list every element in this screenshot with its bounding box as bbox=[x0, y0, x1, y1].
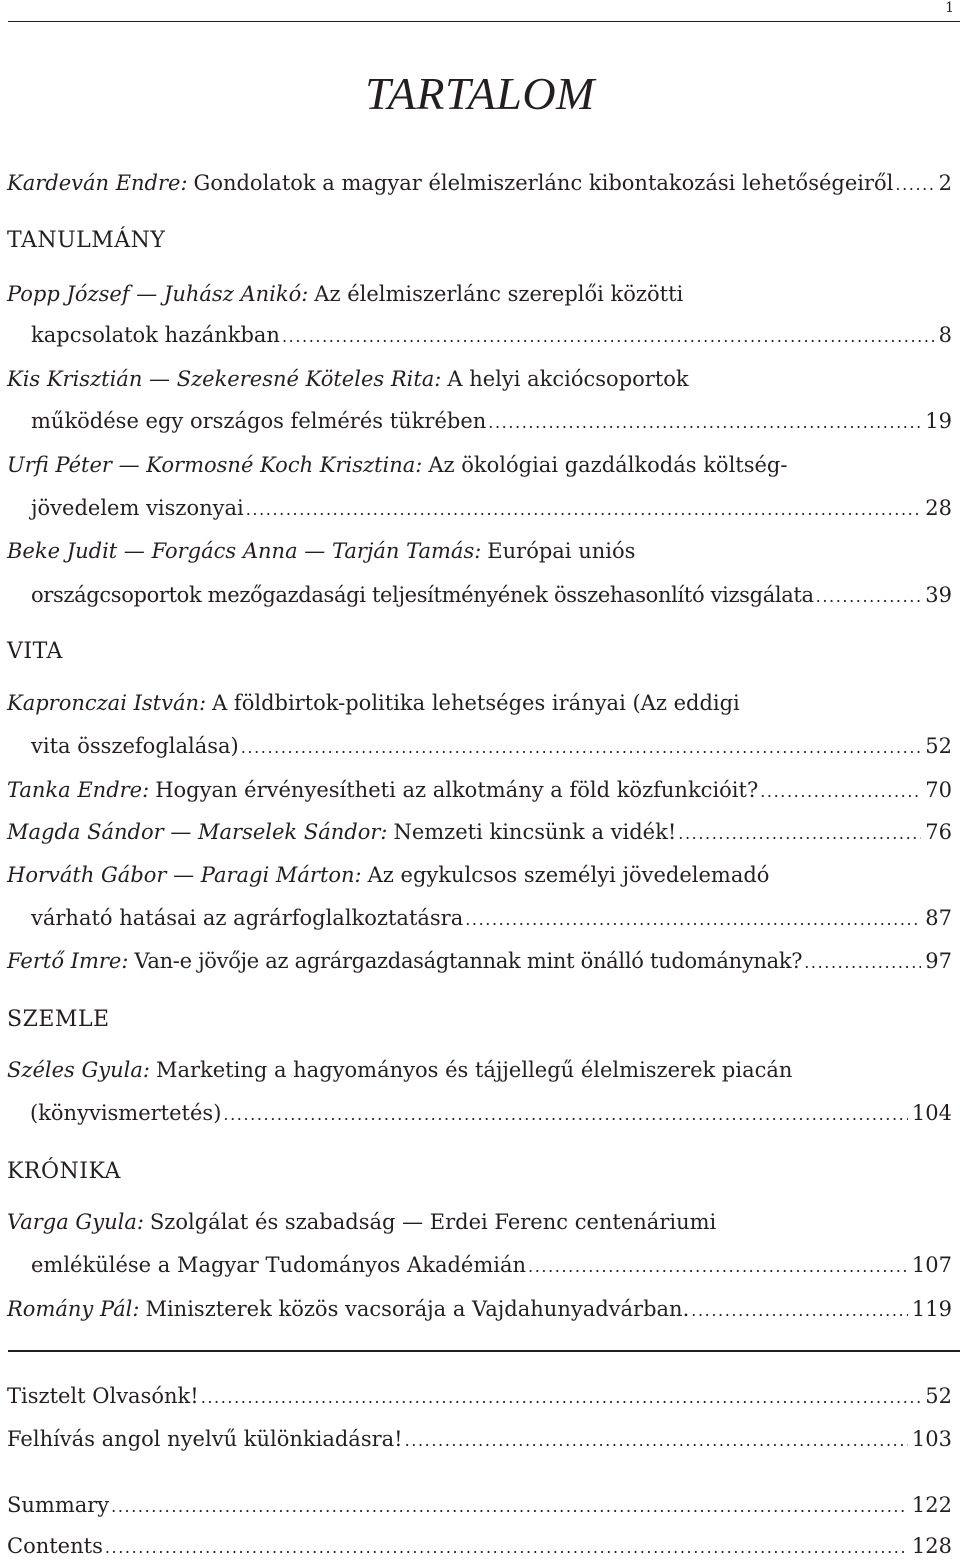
toc-entry[interactable] bbox=[7, 364, 952, 394]
toc-entry-extra[interactable] bbox=[7, 1490, 952, 1522]
entry-title: A helyi akciócsoportok bbox=[447, 367, 689, 391]
toc-entry[interactable] bbox=[7, 688, 952, 718]
toc-entry[interactable] bbox=[7, 946, 952, 978]
entry-title: Felhívás angol nyelvű különkiadásra! bbox=[7, 1427, 403, 1451]
dot-leader bbox=[111, 1492, 908, 1522]
entry-author: Urfi Péter — Kormosné Koch Krisztina: bbox=[7, 453, 423, 477]
entry-author: Kis Krisztián — Szekeresné Köteles Rita: bbox=[7, 367, 442, 391]
section-heading-vita: VITA bbox=[7, 639, 63, 664]
entry-title: Tisztelt Olvasónk! bbox=[7, 1384, 199, 1408]
entry-title: Nemzeti kincsünk a vidék! bbox=[393, 820, 677, 844]
entry-title-continued: emlékülése a Magyar Tudományos Akadémián bbox=[31, 1253, 527, 1277]
page-number: 1 bbox=[945, 0, 954, 16]
toc-entry-continuation[interactable] bbox=[31, 406, 952, 438]
toc-entry[interactable] bbox=[7, 817, 952, 849]
entry-title-continued: (könyvismertetés) bbox=[30, 1101, 222, 1125]
entry-title: Az egykulcsos személyi jövedelemadó bbox=[367, 863, 770, 887]
entry-title-continued: országcsoportok mezőgazdasági teljesítményének összehasonlító vizsgálata bbox=[31, 583, 814, 607]
toc-entry-continuation[interactable] bbox=[7, 1098, 952, 1130]
dot-leader bbox=[246, 495, 922, 525]
toc-entry[interactable] bbox=[7, 1207, 952, 1237]
section-heading-kronika: KRÓNIKA bbox=[7, 1159, 121, 1184]
toc-entry-continuation[interactable] bbox=[31, 493, 952, 525]
toc-entry[interactable] bbox=[7, 450, 952, 480]
entry-author: Tanka Endre: bbox=[7, 778, 150, 802]
entry-title-continued: kapcsolatok hazánkban bbox=[31, 323, 280, 347]
entry-page: 97 bbox=[925, 949, 952, 973]
toc-entry-continuation[interactable] bbox=[31, 903, 952, 935]
entry-page: 19 bbox=[925, 409, 952, 433]
dot-leader bbox=[241, 733, 922, 763]
entry-page: 104 bbox=[911, 1101, 952, 1125]
section-heading-szemle: SZEMLE bbox=[7, 1007, 110, 1032]
dot-leader bbox=[282, 322, 935, 352]
entry-title: Gondolatok a magyar élelmiszerlánc kibontakozási lehetőségeiről bbox=[193, 171, 894, 195]
entry-title: Marketing a hagyományos és tájjellegű élelmiszerek piacán bbox=[155, 1058, 793, 1082]
dot-leader bbox=[895, 170, 934, 200]
entry-page: 107 bbox=[911, 1253, 952, 1277]
entry-page: 122 bbox=[911, 1493, 952, 1517]
dot-leader bbox=[804, 948, 921, 978]
entry-page: 52 bbox=[925, 1384, 952, 1408]
entry-title: Hogyan érvényesítheti az alkotmány a föld közfunkcióit? bbox=[155, 778, 759, 802]
entry-page: 39 bbox=[925, 583, 952, 607]
toc-entry[interactable] bbox=[7, 536, 952, 566]
toc-entry-continuation[interactable] bbox=[31, 1250, 952, 1282]
entry-author: Kardeván Endre: bbox=[7, 171, 188, 195]
dot-leader bbox=[691, 1296, 908, 1326]
section-heading-tanulmany: TANULMÁNY bbox=[7, 228, 166, 253]
dot-leader bbox=[201, 1383, 922, 1413]
entry-title: Szolgálat és szabadság — Erdei Ferenc centenáriumi bbox=[149, 1210, 717, 1234]
dot-leader bbox=[528, 1252, 908, 1282]
toc-entry[interactable] bbox=[7, 860, 952, 890]
page-title: TARTALOM bbox=[365, 68, 595, 119]
toc-entry-intro[interactable] bbox=[7, 168, 952, 200]
dot-leader bbox=[678, 819, 921, 849]
dot-leader bbox=[816, 582, 922, 612]
toc-entry-extra[interactable] bbox=[7, 1381, 952, 1413]
entry-title: A földbirtok-politika lehetséges irányai (Az eddigi bbox=[212, 691, 740, 715]
toc-entry-continuation[interactable] bbox=[31, 731, 952, 763]
entry-author: Varga Gyula: bbox=[7, 1210, 144, 1234]
entry-page: 52 bbox=[925, 734, 952, 758]
entry-page: 128 bbox=[911, 1534, 952, 1558]
toc-entry[interactable] bbox=[7, 1294, 952, 1326]
entry-author: Magda Sándor — Marselek Sándor: bbox=[7, 820, 388, 844]
dot-leader bbox=[405, 1426, 908, 1456]
dot-leader bbox=[105, 1533, 908, 1563]
entry-title: Az élelmiszerlánc szereplői közötti bbox=[314, 282, 684, 306]
entry-author: Kapronczai István: bbox=[7, 691, 207, 715]
entry-author: Romány Pál: bbox=[7, 1297, 140, 1321]
section-divider bbox=[8, 1350, 960, 1352]
toc-entry[interactable] bbox=[7, 775, 952, 807]
toc-entry[interactable] bbox=[7, 279, 952, 309]
entry-title: Az ökológiai gazdálkodás költség- bbox=[428, 453, 788, 477]
entry-author: Beke Judit — Forgács Anna — Tarján Tamás: bbox=[7, 539, 482, 563]
entry-title: Miniszterek közös vacsorája a Vajdahunyadvárban. bbox=[145, 1297, 690, 1321]
entry-page: 28 bbox=[925, 496, 952, 520]
entry-page: 2 bbox=[938, 171, 952, 195]
entry-title: Van-e jövője az agrárgazdaságtannak mint önálló tudománynak? bbox=[134, 949, 803, 973]
toc-entry-extra[interactable] bbox=[7, 1424, 952, 1456]
dot-leader bbox=[760, 777, 921, 807]
entry-author: Széles Gyula: bbox=[7, 1058, 150, 1082]
header-rule bbox=[8, 21, 960, 22]
entry-author: Horváth Gábor — Paragi Márton: bbox=[7, 863, 362, 887]
entry-title-continued: jövedelem viszonyai bbox=[31, 496, 244, 520]
toc-entry[interactable] bbox=[7, 1055, 952, 1085]
toc-entry-continuation[interactable] bbox=[31, 580, 952, 612]
entry-title-continued: vita összefoglalása) bbox=[31, 734, 239, 758]
dot-leader bbox=[488, 408, 921, 438]
toc-entry-continuation[interactable] bbox=[31, 320, 952, 352]
entry-title-continued: működése egy országos felmérés tükrében bbox=[31, 409, 487, 433]
entry-page: 8 bbox=[938, 323, 952, 347]
toc-entry-extra[interactable] bbox=[7, 1531, 952, 1563]
entry-page: 70 bbox=[925, 778, 952, 802]
dot-leader bbox=[465, 905, 921, 935]
entry-author: Fertő Imre: bbox=[7, 949, 129, 973]
entry-page: 87 bbox=[925, 906, 952, 930]
dot-leader bbox=[223, 1100, 908, 1130]
entry-page: 76 bbox=[925, 820, 952, 844]
entry-page: 119 bbox=[911, 1297, 952, 1321]
entry-page: 103 bbox=[911, 1427, 952, 1451]
entry-author: Popp József — Juhász Anikó: bbox=[7, 282, 309, 306]
entry-title: Európai uniós bbox=[487, 539, 636, 563]
entry-title-continued: várható hatásai az agrárfoglalkoztatásra bbox=[31, 906, 464, 930]
entry-title: Contents bbox=[7, 1534, 103, 1558]
entry-title: Summary bbox=[7, 1493, 110, 1517]
